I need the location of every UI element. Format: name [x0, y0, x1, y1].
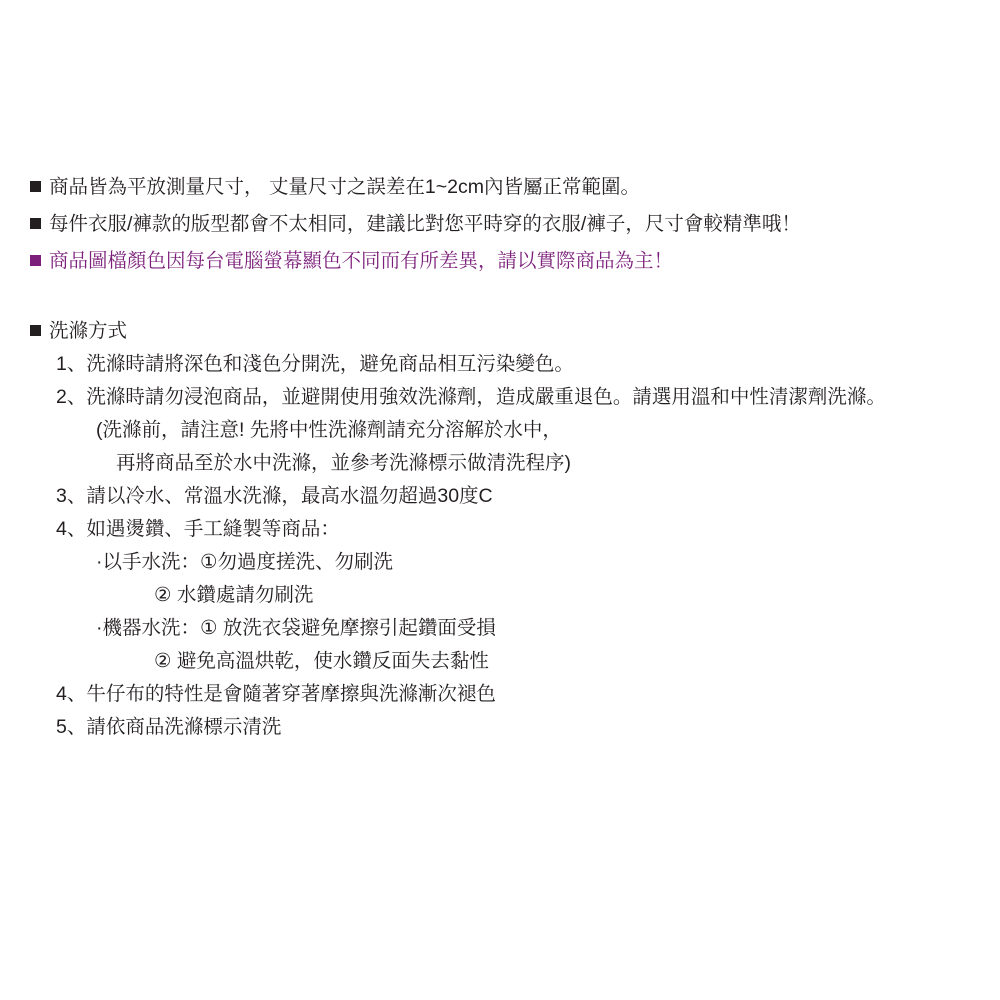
square-bullet-icon: [30, 325, 41, 336]
wash-item: 3、請以冷水、常溫水洗滌，最高水溫勿超過30度C: [56, 485, 493, 507]
notice-line-2: [30, 207, 970, 241]
notice-text: 商品皆為平放測量尺寸， 丈量尺寸之誤差在1~2cm內皆屬正常範圍。: [49, 176, 640, 198]
notice-line-1: [30, 170, 970, 204]
wash-item: 2、洗滌時請勿浸泡商品，並避開使用強效洗滌劑，造成嚴重退色。請選用溫和中性清潔劑洗滌。: [56, 386, 886, 408]
wash-item: ·以手水洗：①勿過度搓洗、勿刷洗: [96, 551, 393, 573]
wash-item: ② 避免高溫烘乾，使水鑽反面失去黏性: [154, 650, 489, 672]
wash-item: 5、請依商品洗滌標示清洗: [56, 716, 282, 738]
notice-text: 商品圖檔顏色因每台電腦螢幕顯色不同而有所差異，請以實際商品為主！: [49, 250, 674, 272]
wash-item: ② 水鑽處請勿刷洗: [154, 584, 314, 606]
wash-item: 4、如遇燙鑽、手工縫製等商品：: [56, 518, 340, 540]
square-bullet-icon: [30, 255, 41, 266]
notice-line-3: [30, 244, 970, 278]
wash-item: ·機器水洗：① 放洗衣袋避免摩擦引起鑽面受損: [96, 617, 496, 639]
wash-item: 1、洗滌時請將深色和淺色分開洗，避免商品相互污染變色。: [56, 353, 574, 375]
square-bullet-icon: [30, 181, 41, 192]
wash-item: 再將商品至於水中洗滌，並參考洗滌標示做清洗程序): [116, 452, 571, 474]
wash-item: (洗滌前，請注意! 先將中性洗滌劑請充分溶解於水中，: [96, 419, 562, 441]
wash-method-heading: [30, 314, 970, 348]
wash-item: 4、牛仔布的特性是會隨著穿著摩擦與洗滌漸次褪色: [56, 683, 496, 705]
wash-method-heading-label: 洗滌方式: [49, 320, 128, 342]
square-bullet-icon: [30, 218, 41, 229]
notice-text: 每件衣服/褲款的版型都會不太相同，建議比對您平時穿的衣服/褲子，尺寸會較精準哦！: [49, 213, 801, 235]
